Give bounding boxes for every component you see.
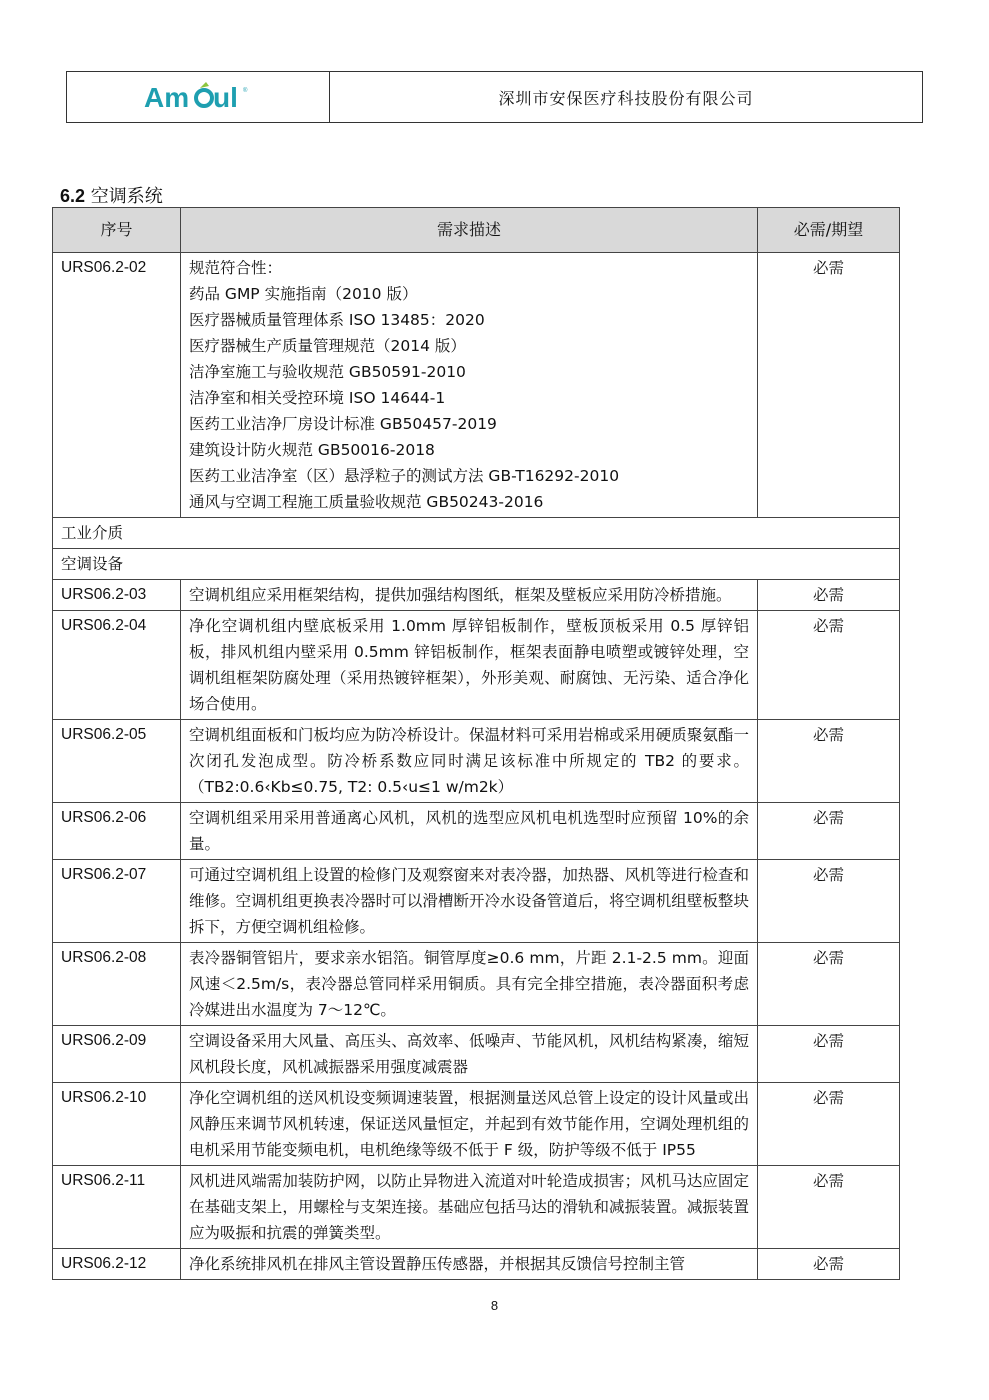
row-description: 净化系统排风机在排风主管设置静压传感器，并根据其反馈信号控制主管: [181, 1249, 758, 1280]
row-id: URS06.2-11: [53, 1166, 181, 1249]
requirements-table: [52, 207, 900, 1280]
row-id: URS06.2-06: [53, 803, 181, 860]
row-description: [181, 253, 758, 518]
standard-line: 医药工业洁净厂房设计标准 GB50457-2019: [189, 415, 497, 433]
svg-text:Am: Am: [144, 82, 190, 113]
row-description: 空调机组采用采用普通离心风机，风机的选型应风机电机选型时应预留 10%的余量。: [181, 803, 758, 860]
table-row: [53, 1026, 900, 1083]
row-description: 表冷器铜管铝片，要求亲水铝箔。铜管厚度≥0.6 mm，片距 2.1-2.5 mm。迎面风速＜2.5m/s，表冷器总管同样采用铜质。具有完全排空措施，表冷器面积考虑冷媒进出水温度为 7～12℃。: [181, 943, 758, 1026]
standard-line: 规范符合性：: [189, 259, 283, 277]
category-label: 空调设备: [53, 549, 900, 580]
row-id: URS06.2-10: [53, 1083, 181, 1166]
row-requirement: 必需: [758, 1249, 900, 1280]
table-row: [53, 860, 900, 943]
row-requirement: 必需: [758, 720, 900, 803]
row-description: 净化空调机组内壁底板采用 1.0mm 厚锌铝板制作，壁板顶板采用 0.5 厚锌铝板，排风机组内壁采用 0.5mm 锌铝板制作，框架表面静电喷塑或镀锌处理，空调机组框架防腐处理（采用热镀锌框架），外形美观、耐腐蚀、无污染、适合净化场合使用。: [181, 611, 758, 720]
category-row: [53, 518, 900, 549]
row-requirement: 必需: [758, 611, 900, 720]
table-row: [53, 803, 900, 860]
row-requirement: 必需: [758, 1083, 900, 1166]
svg-text:ul: ul: [213, 82, 238, 113]
table-row: [53, 611, 900, 720]
standard-line: 药品 GMP 实施指南（2010 版）: [189, 285, 418, 303]
row-id: URS06.2-03: [53, 580, 181, 611]
row-id: URS06.2-07: [53, 860, 181, 943]
category-label: 工业介质: [53, 518, 900, 549]
row-id: URS06.2-09: [53, 1026, 181, 1083]
logo-cell: [67, 72, 330, 122]
row-description: 空调设备采用大风量、高压头、高效率、低噪声、节能风机，风机结构紧凑，缩短风机段长度，风机减振器采用强度减震器: [181, 1026, 758, 1083]
page-header: [66, 71, 923, 123]
row-description: 可通过空调机组上设置的检修门及观察窗来对表冷器，加热器、风机等进行检查和维修。空调机组更换表冷器时可以滑槽断开冷水设备管道后，将空调机组壁板整块拆下，方便空调机组检修。: [181, 860, 758, 943]
section-title: [60, 182, 163, 208]
row-description: 风机进风端需加装防护网，以防止异物进入流道对叶轮造成损害；风机马达应固定在基础支架上，用螺栓与支架连接。基础应包括马达的滑轨和减振装置。减振装置应为吸振和抗震的弹簧类型。: [181, 1166, 758, 1249]
row-requirement: 必需: [758, 943, 900, 1026]
table-header-row: [53, 208, 900, 253]
table-row: [53, 253, 900, 518]
category-row: [53, 549, 900, 580]
row-id: URS06.2-02: [53, 253, 181, 518]
table-row: [53, 1083, 900, 1166]
row-description: 空调机组面板和门板均应为防冷桥设计。保温材料可采用岩棉或采用硬质聚氨酯一次闭孔发泡成型。防冷桥系数应同时满足该标准中所规定的 TB2 的要求。（TB2:0.6‹Kb≤0.75, T2: 0.5‹u≤1 w/m2k）: [181, 720, 758, 803]
row-requirement: 必需: [758, 1166, 900, 1249]
company-name: 深圳市安保医疗科技股份有限公司: [498, 88, 754, 108]
standard-line: 通风与空调工程施工质量验收规范 GB50243-2016: [189, 493, 544, 511]
standard-line: 洁净室施工与验收规范 GB50591-2010: [189, 363, 466, 381]
standard-line: 医药工业洁净室（区）悬浮粒子的测试方法 GB-T16292-2010: [189, 467, 620, 485]
standard-line: 医疗器械质量管理体系 ISO 13485：2020: [189, 311, 485, 329]
row-requirement: 必需: [758, 860, 900, 943]
row-requirement: 必需: [758, 253, 900, 518]
amoul-logo: [142, 80, 254, 114]
section-title-text: 空调系统: [90, 186, 163, 207]
standard-line: 建筑设计防火规范 GB50016-2018: [189, 441, 435, 459]
row-id: URS06.2-05: [53, 720, 181, 803]
row-description: 空调机组应采用框架结构，提供加强结构图纸，框架及壁板应采用防冷桥措施。: [181, 580, 758, 611]
table-row: [53, 720, 900, 803]
table-row: [53, 1249, 900, 1280]
header-number: 序号: [53, 208, 181, 253]
table-row: [53, 580, 900, 611]
row-description: 净化空调机组的送风机设变频调速装置，根据测量送风总管上设定的设计风量或出风静压来调节风机转速，保证送风量恒定，并起到有效节能作用，空调处理机组的电机采用节能变频电机，电机绝缘等级不低于 F 级，防护等级不低于 IP55: [181, 1083, 758, 1166]
standard-line: 医疗器械生产质量管理规范（2014 版）: [189, 337, 466, 355]
header-requirement: 必需/期望: [758, 208, 900, 253]
row-requirement: 必需: [758, 1026, 900, 1083]
row-id: URS06.2-12: [53, 1249, 181, 1280]
row-id: URS06.2-04: [53, 611, 181, 720]
standard-line: 洁净室和相关受控环境 ISO 14644-1: [189, 389, 446, 407]
page-number: 8: [490, 1298, 499, 1313]
svg-text:®: ®: [243, 88, 248, 94]
table-row: [53, 1166, 900, 1249]
row-requirement: 必需: [758, 803, 900, 860]
table-row: [53, 943, 900, 1026]
row-id: URS06.2-08: [53, 943, 181, 1026]
header-description: 需求描述: [181, 208, 758, 253]
row-requirement: 必需: [758, 580, 900, 611]
section-number: 6.2: [60, 186, 86, 206]
